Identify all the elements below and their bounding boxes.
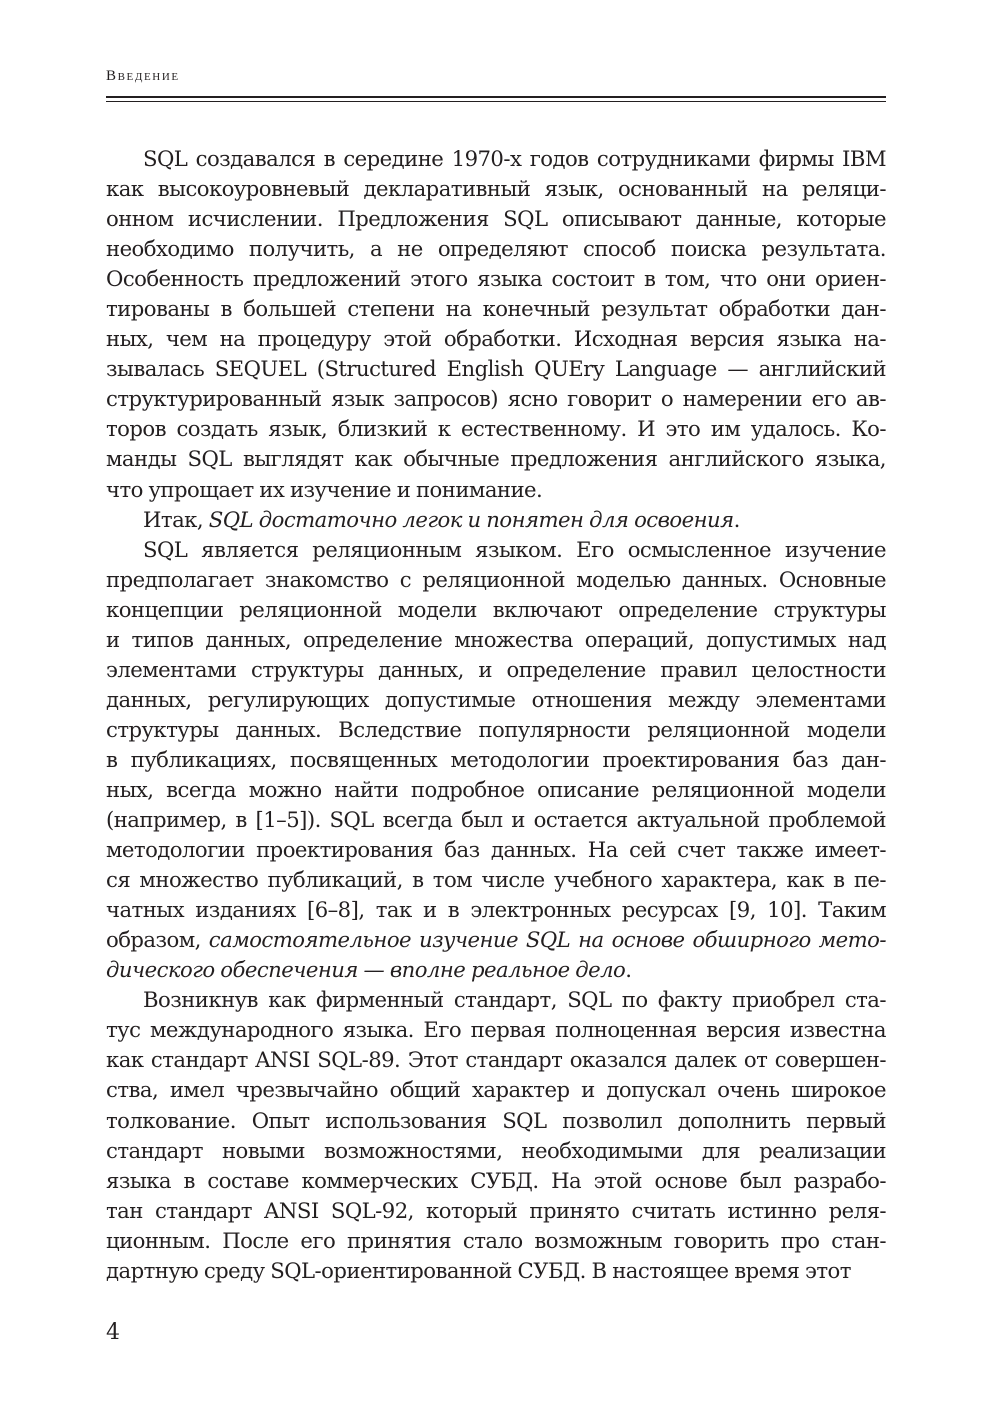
text-segment: необходимо получить, а не определяют способ поиска результата.	[106, 236, 886, 262]
paragraph-line	[106, 324, 886, 354]
text-segment: (например, в [1–5]). SQL всегда был и остается актуальной проблемой	[106, 807, 886, 833]
paragraph-line	[106, 775, 886, 805]
paragraph-line	[106, 1196, 886, 1226]
paragraph-line	[106, 204, 886, 234]
text-segment: языка в составе коммерческих СУБД. На этой основе был разрабо-	[106, 1167, 886, 1193]
text-segment: .	[733, 506, 740, 532]
paragraph-line	[106, 1075, 886, 1105]
paragraph-line	[106, 384, 886, 414]
text-segment: в публикациях, посвященных методологии проектирования баз дан-	[106, 746, 886, 772]
text-segment: тированы в большей степени на конечный результат обработки дан-	[106, 296, 886, 322]
paragraph-line	[106, 234, 886, 264]
text-segment: ства, имел чрезвычайно общий характер и допускал очень широкое	[106, 1077, 886, 1103]
paragraph-line	[106, 535, 886, 565]
paragraph-line	[106, 264, 886, 294]
paragraph-line	[106, 895, 886, 925]
paragraph-line	[106, 354, 886, 384]
text-segment: стандарт новыми возможностями, необходимыми для реализации	[106, 1137, 886, 1163]
text-segment: структурированный язык запросов) ясно говорит о намерении его ав-	[106, 386, 886, 412]
text-segment: манды SQL выглядят как обычные предложения английского языка,	[106, 446, 886, 472]
paragraph-line	[106, 715, 886, 745]
italic-text: самостоятельное изучение SQL на основе обширного мето-	[208, 927, 886, 953]
paragraph-line	[106, 595, 886, 625]
paragraph-line	[106, 1166, 886, 1196]
paragraph-line	[106, 444, 886, 474]
paragraph-line	[106, 835, 886, 865]
paragraph-line	[106, 625, 886, 655]
paragraph-line	[106, 925, 886, 955]
paragraph-line	[106, 955, 886, 985]
text-segment: образом,	[106, 927, 209, 953]
text-segment: структуры данных. Вследствие популярности реляционной модели	[106, 716, 886, 742]
paragraph-line	[106, 1226, 886, 1256]
text-segment: чатных изданиях [6–8], так и в электронных ресурсах [9, 10]. Таким	[106, 897, 886, 923]
body-text	[106, 144, 886, 1286]
paragraph-line	[106, 505, 886, 535]
paragraph-line	[106, 1015, 886, 1045]
italic-text: SQL достаточно легок и понятен для освоения	[208, 506, 734, 532]
text-segment: как высокоуровневый декларативный язык, основанный на реляци-	[106, 176, 886, 202]
text-segment: ных, всегда можно найти подробное описание реляционной модели	[106, 776, 886, 802]
text-segment: тан стандарт ANSI SQL-92, который принято считать истинно реля-	[106, 1197, 886, 1223]
text-segment: Итак,	[143, 506, 209, 532]
text-segment: ся множество публикаций, в том числе учебного характера, как в пе-	[106, 867, 886, 893]
paragraph-line	[106, 1106, 886, 1136]
text-segment: Особенность предложений этого языка состоит в том, что они ориен-	[106, 266, 886, 292]
text-segment: SQL является реляционным языком. Его осмысленное изучение	[143, 536, 886, 562]
text-segment: торов создать язык, близкий к естественному. И это им удалось. Ко-	[106, 416, 886, 442]
text-segment: методологии проектирования баз данных. На сей счет также имеет-	[106, 837, 886, 863]
page-number: 4	[106, 1320, 120, 1345]
text-segment: что упрощает их изучение и понимание.	[106, 476, 543, 502]
text-segment: ционным. После его принятия стало возможным говорить про стан-	[106, 1227, 886, 1253]
text-segment: зывалась SEQUEL (Structured English QUEry Language — английский	[106, 356, 886, 382]
text-segment: .	[625, 957, 632, 983]
paragraph-line	[106, 475, 886, 505]
text-segment: SQL создавался в середине 1970-х годов сотрудниками фирмы IBM	[143, 146, 886, 171]
paragraph-line	[106, 745, 886, 775]
header-rule-thin	[106, 101, 886, 102]
paragraph-line	[106, 685, 886, 715]
paragraph-line	[106, 1256, 886, 1286]
text-segment: дартную среду SQL-ориентированной СУБД. В настоящее время этот	[106, 1257, 851, 1283]
paragraph-line	[106, 565, 886, 595]
text-segment: концепции реляционной модели включают определение структуры	[106, 596, 886, 622]
paragraph-line	[106, 294, 886, 324]
header-rule-thick	[106, 96, 886, 98]
paragraph-line	[106, 174, 886, 204]
text-segment: элементами структуры данных, и определение правил целостности	[106, 656, 886, 682]
paragraph-line	[106, 144, 886, 174]
text-segment: ных, чем на процедуру этой обработки. Исходная версия языка на-	[106, 326, 886, 352]
text-segment: толкование. Опыт использования SQL позволил дополнить первый	[106, 1107, 886, 1133]
paragraph-line	[106, 414, 886, 444]
text-segment: тус международного языка. Его первая полноценная версия известна	[106, 1017, 886, 1043]
paragraph-line	[106, 1045, 886, 1075]
paragraph-line	[106, 805, 886, 835]
paragraph-line	[106, 865, 886, 895]
text-segment: онном исчислении. Предложения SQL описывают данные, которые	[106, 206, 886, 232]
text-segment: и типов данных, определение множества операций, допустимых над	[106, 626, 886, 652]
text-segment: Возникнув как фирменный стандарт, SQL по факту приобрел ста-	[143, 987, 886, 1013]
text-segment: предполагает знакомство с реляционной моделью данных. Основные	[106, 566, 886, 592]
paragraph-line	[106, 655, 886, 685]
text-segment: как стандарт ANSI SQL-89. Этот стандарт оказался далек от совершен-	[106, 1047, 886, 1073]
running-head: Введение	[106, 68, 180, 84]
italic-text: дического обеспечения — вполне реальное дело	[106, 957, 626, 983]
paragraph-line	[106, 1136, 886, 1166]
paragraph-line	[106, 985, 886, 1015]
text-segment: данных, регулирующих допустимые отношения между элементами	[106, 686, 886, 712]
